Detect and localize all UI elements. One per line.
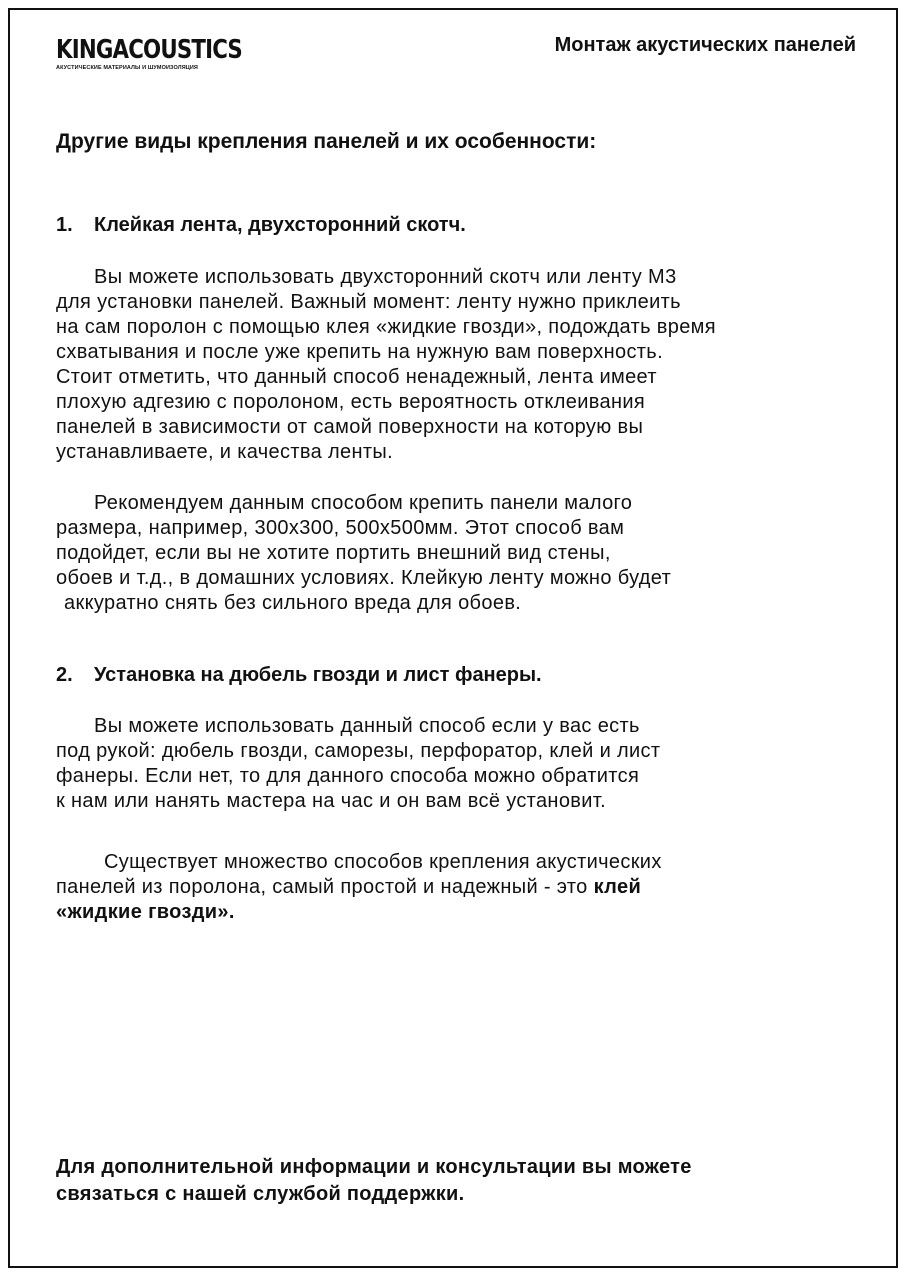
section-2-title-text: Установка на дюбель гвозди и лист фанеры.: [94, 664, 542, 686]
logo-tagline: АКУСТИЧЕСКИЕ МАТЕРИАЛЫ И ШУМОИЗОЛЯЦИЯ: [56, 65, 198, 71]
text-line: [56, 875, 662, 900]
section-1-title: [56, 214, 466, 237]
page-heading: Другие виды крепления панелей и их особенности:: [56, 130, 597, 153]
section-2-number: 2.: [56, 664, 73, 686]
text-line: Существует множество способов крепления акустических: [104, 851, 662, 873]
summary-bold-line: «жидкие гвозди».: [56, 901, 235, 923]
section-1-paragraph-2: [56, 491, 671, 616]
brand-logo: [56, 36, 283, 72]
section-2-title: [56, 664, 542, 687]
text-line: подойдет, если вы не хотите портить внешний вид стены,: [56, 542, 611, 564]
text-line: фанеры. Если нет, то для данного способа можно обратится: [56, 765, 640, 787]
text-line: обоев и т.д., в домашних условиях. Клейкую ленту можно будет: [56, 567, 672, 589]
text-line: плохую адгезию с поролоном, есть вероятность отклеивания: [56, 391, 646, 413]
page-border: [8, 8, 898, 1268]
summary-bold-text: клей: [593, 876, 642, 898]
summary-paragraph: [56, 850, 662, 925]
support-note: [56, 1154, 692, 1208]
text-line: Стоит отметить, что данный способ ненадежный, лента имеет: [56, 366, 657, 388]
text-line: на сам поролон с помощью клея «жидкие гвозди», подождать время: [56, 316, 716, 338]
text-line: схватывания и после уже крепить на нужную вам поверхность.: [56, 341, 663, 363]
text-line: аккуратно снять без сильного вреда для обоев.: [64, 592, 522, 614]
text-line: Вы можете использовать данный способ если у вас есть: [94, 715, 640, 737]
summary-regular-text: панелей из поролона, самый простой и надежный - это: [56, 876, 594, 898]
section-1-paragraph-1: [56, 265, 716, 465]
text-line: Вы можете использовать двухсторонний скотч или ленту М3: [94, 266, 677, 288]
text-line: для установки панелей. Важный момент: ленту нужно приклеить: [56, 291, 681, 313]
logo-name: KINGACOUSTICS: [56, 35, 242, 65]
document-title: Монтаж акустических панелей: [554, 34, 856, 56]
text-line: размера, например, 300х300, 500х500мм. Этот способ вам: [56, 517, 625, 539]
section-2-paragraph-1: [56, 714, 660, 814]
text-line: Рекомендуем данным способом крепить панели малого: [94, 492, 633, 514]
text-line: устанавливаете, и качества ленты.: [56, 441, 394, 463]
section-1-number: 1.: [56, 214, 73, 236]
text-line: связаться с нашей службой поддержки.: [56, 1183, 465, 1205]
text-line: под рукой: дюбель гвозди, саморезы, перфоратор, клей и лист: [56, 740, 661, 762]
text-line: Для дополнительной информации и консультации вы можете: [56, 1156, 692, 1178]
text-line: к нам или нанять мастера на час и он вам всё установит.: [56, 790, 607, 812]
text-line: панелей в зависимости от самой поверхности на которую вы: [56, 416, 644, 438]
section-1-title-text: Клейкая лента, двухсторонний скотч.: [94, 214, 466, 236]
